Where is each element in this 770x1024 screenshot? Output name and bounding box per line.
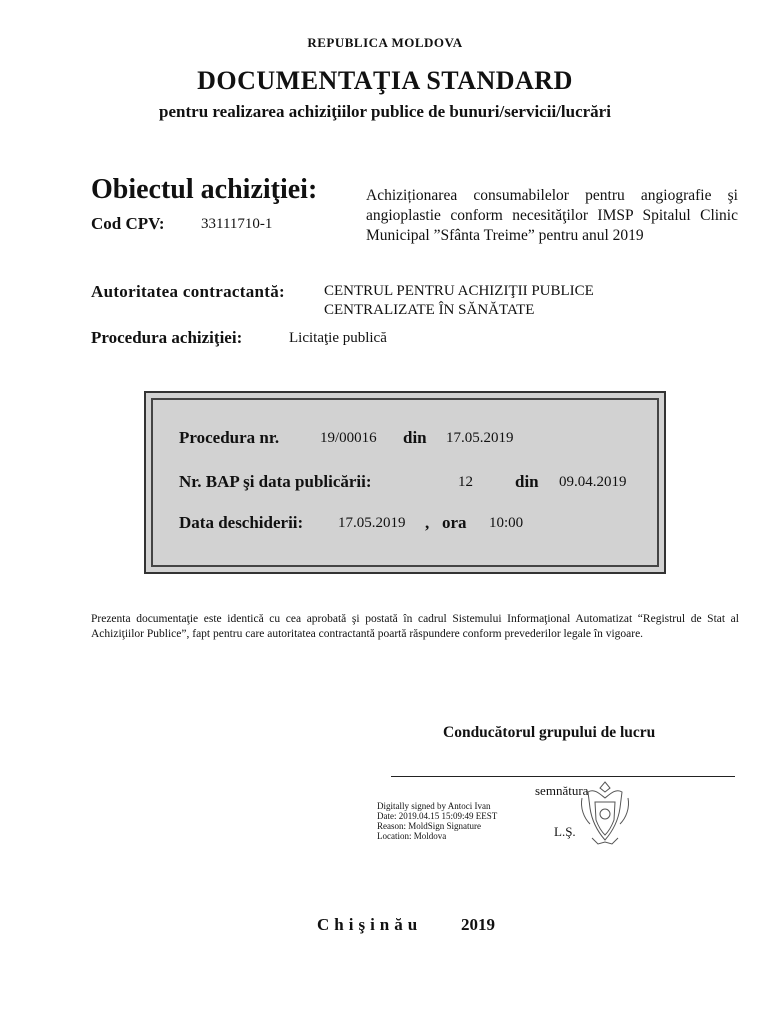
authority-value	[324, 282, 704, 320]
procedure-label: Procedura achiziţiei:	[91, 328, 243, 347]
digital-signature-signer: Digitally signed by Antoci Ivan	[377, 801, 491, 811]
procedure-number-label: Procedura nr.	[179, 428, 280, 447]
cpv-label: Cod CPV:	[91, 214, 165, 233]
working-group-leader: Conducătorul grupului de lucru	[443, 724, 656, 741]
opening-label: Data deschiderii:	[179, 513, 304, 532]
document-title: DOCUMENTAŢIA STANDARD	[197, 66, 573, 95]
city-name: Chişinău	[317, 915, 423, 934]
authority-line-1: CENTRUL PENTRU ACHIZIŢII PUBLICE	[324, 283, 594, 299]
bap-date: 09.04.2019	[559, 474, 627, 490]
country-name: REPUBLICA MOLDOVA	[307, 35, 463, 50]
object-label: Obiectul achiziţiei:	[91, 174, 318, 205]
stamp-label: L.Ş.	[554, 824, 576, 839]
digital-signature-reason: Reason: MoldSign Signature	[377, 821, 481, 831]
bap-label: Nr. BAP şi data publicării:	[179, 472, 372, 491]
year: 2019	[461, 915, 495, 934]
bap-din-label: din	[515, 472, 539, 491]
signature-line	[391, 776, 735, 777]
authority-label: Autoritatea contractantă:	[91, 282, 285, 301]
object-description: Achiziționarea consumabilelor pentru angiografie şi angioplastie conform necesităţilor IMSP Spitalul Clinic Municipal ”Sfânta Treime” pentru anul 2019	[366, 187, 738, 244]
digital-signature-location: Location: Moldova	[377, 831, 447, 841]
procedure-number-value: 19/00016	[320, 430, 377, 446]
document-subtitle: pentru realizarea achiziţiilor publice de bunuri/servicii/lucrări	[159, 102, 611, 121]
disclaimer-text: Prezenta documentaţie este identică cu cea aprobată şi postată în cadrul Sistemului Informaţional Automatizat “Registrul de Stat al Achiziţiilor Publice”, fapt pentru care autoritatea contractantă poartă răspundere conform prevederilor legale în vigoare.	[91, 613, 739, 640]
digital-signature-block	[377, 801, 497, 841]
opening-date: 17.05.2019	[338, 515, 406, 531]
opening-time: 10:00	[489, 515, 524, 531]
procedure-value: Licitaţie publică	[289, 330, 387, 346]
signature-label: semnătura	[535, 783, 589, 798]
cpv-value: 33111710-1	[201, 216, 273, 232]
opening-ora-label: ora	[442, 513, 467, 532]
authority-line-2: CENTRALIZATE ÎN SĂNĂTATE	[324, 302, 535, 318]
digital-signature-date: Date: 2019.04.15 15:09:49 EEST	[377, 811, 498, 821]
bap-value: 12	[458, 474, 473, 490]
opening-comma: ,	[425, 513, 430, 532]
procedure-date: 17.05.2019	[446, 430, 514, 446]
coat-of-arms-icon	[578, 778, 632, 850]
procedure-din-label: din	[403, 428, 427, 447]
